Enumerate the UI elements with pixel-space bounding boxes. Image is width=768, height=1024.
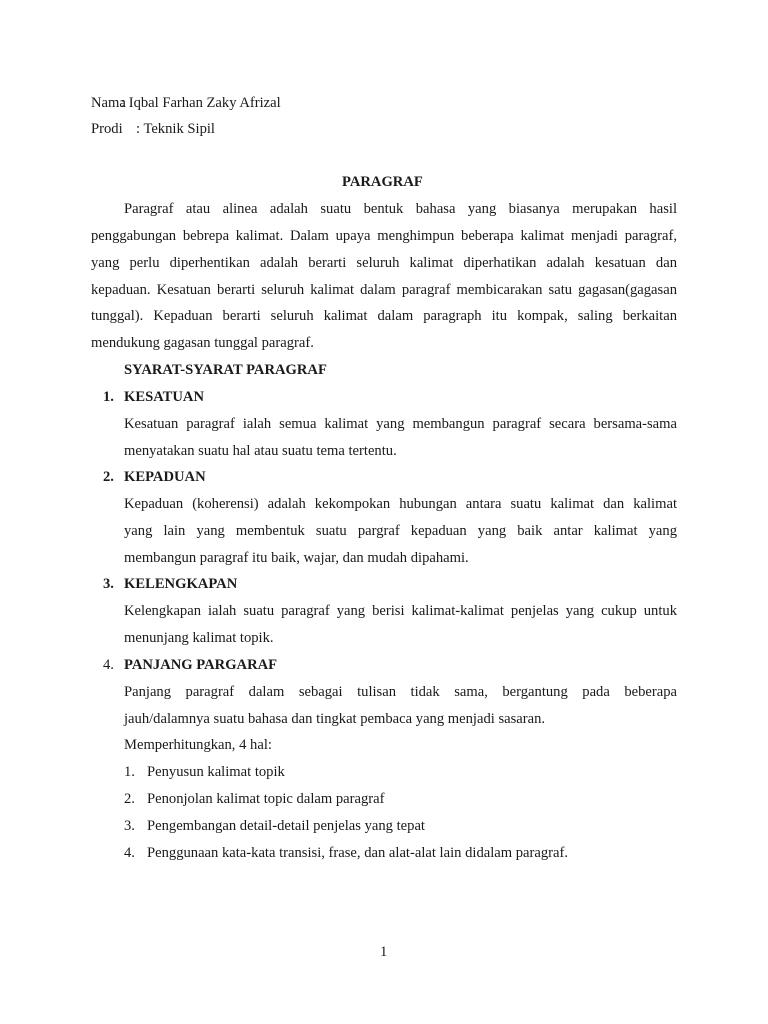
sublist-number: 4. [124, 845, 135, 861]
paragraph-line: Paragraf atau alinea adalah suatu bentuk bahasa yang biasanya merupakan hasil [124, 201, 677, 217]
list-number: 3. [103, 576, 114, 592]
item-text-line: Kelengkapan ialah suatu paragraf yang berisi kalimat-kalimat penjelas yang cukup untuk [124, 603, 677, 619]
paragraph-line: tunggal). Kepaduan berarti seluruh kalimat dalam paragraph itu kompak, saling berkaitan [91, 308, 677, 324]
item-heading: KEPADUAN [124, 469, 206, 485]
name-label: Nama [91, 95, 126, 111]
sublist-item: Penggunaan kata-kata transisi, frase, dan alat-alat lain didalam paragraf. [147, 845, 569, 861]
prodi-label: Prodi [91, 121, 123, 137]
item-text-line: Panjang paragraf dalam sebagai tulisan tidak sama, bergantung pada beberapa [124, 684, 677, 700]
item-heading: KESATUAN [124, 389, 205, 405]
list-number: 1. [103, 389, 114, 405]
name-value: : Iqbal Farhan Zaky Afrizal [121, 95, 281, 111]
sublist-item: Pengembangan detail-detail penjelas yang tepat [147, 818, 425, 834]
paragraph-line: yang perlu diperhentikan adalah berarti seluruh kalimat diperhatikan adalah kesatuan dan [91, 255, 677, 271]
item-text-line: membangun paragraf itu baik, wajar, dan mudah dipahami. [124, 550, 469, 566]
sublist-number: 1. [124, 764, 135, 780]
sublist-item: Penyusun kalimat topik [147, 764, 285, 780]
page-number: 1 [380, 944, 388, 960]
paragraph-line: mendukung gagasan tunggal paragraf. [91, 335, 314, 351]
list-number: 4. [103, 657, 114, 673]
list-number: 2. [103, 469, 114, 485]
item-text-line: Kesatuan paragraf ialah semua kalimat yang membangun paragraf secara bersama-sama [124, 416, 677, 432]
item-text-line: jauh/dalamnya suatu bahasa dan tingkat pembaca yang menjadi sasaran. [124, 711, 546, 727]
item-heading: PANJANG PARGARAF [124, 657, 278, 673]
item-text-line: menunjang kalimat topik. [124, 630, 274, 646]
paragraph-line: kepaduan. Kesatuan berarti seluruh kalimat dalam paragraf membicarakan satu gagasan(gagasan [91, 282, 677, 298]
item-text-line: Kepaduan (koherensi) adalah kekompokan hubungan antara suatu kalimat dan kalimat [124, 496, 677, 512]
prodi-value: : Teknik Sipil [136, 121, 215, 137]
item-text-line: menyatakan suatu hal atau suatu tema tertentu. [124, 443, 397, 459]
item-heading: KELENGKAPAN [124, 576, 238, 592]
item-text-line: Memperhitungkan, 4 hal: [124, 737, 272, 753]
paragraph-line: penggabungan bebrepa kalimat. Dalam upaya menghimpun beberapa kalimat menjadi paragraf, [91, 228, 677, 244]
sublist-item: Penonjolan kalimat topic dalam paragraf [147, 791, 385, 807]
section-heading: SYARAT-SYARAT PARAGRAF [124, 362, 327, 378]
page-title: PARAGRAF [342, 174, 423, 190]
item-text-line: yang lain yang membentuk suatu pargraf kepaduan yang baik antar kalimat yang [124, 523, 677, 539]
sublist-number: 3. [124, 818, 135, 834]
sublist-number: 2. [124, 791, 135, 807]
